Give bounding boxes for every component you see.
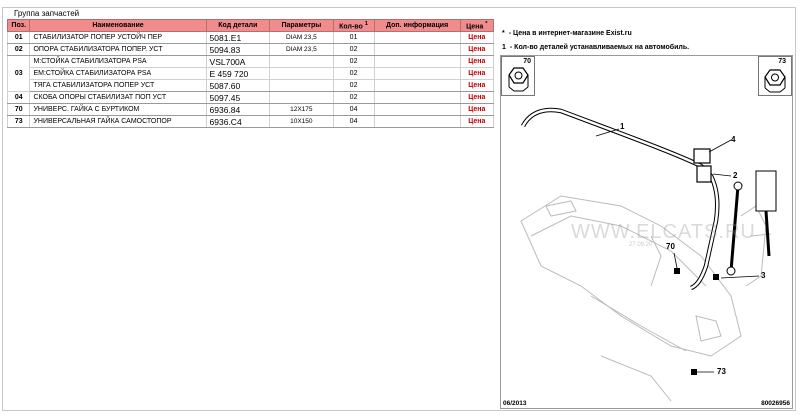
- cell-info: [374, 68, 460, 80]
- cell-params: 12X175: [270, 104, 333, 116]
- cell-info: [374, 104, 460, 116]
- price-link[interactable]: Цена: [468, 57, 486, 65]
- cell-params: 10X150: [270, 116, 333, 128]
- cell-name: СТАБИЛИЗАТОР ПОПЕР УСТОЙЧ ПЕР: [30, 32, 206, 44]
- price-link[interactable]: Цена: [468, 45, 486, 53]
- cell-price: [460, 68, 493, 80]
- cell-price: [460, 80, 493, 92]
- table-row: [8, 104, 494, 116]
- price-link[interactable]: Цена: [468, 81, 486, 89]
- cell-params: DIAM 23,5: [270, 44, 333, 56]
- cell-name: ТЯГА СТАБИЛИЗАТОРА ПОПЕР УСТ: [30, 80, 206, 92]
- cell-pos: 03: [8, 56, 30, 92]
- note-text: - Кол-во деталей устанавливаемых на автомобиль.: [509, 44, 690, 51]
- cell-pos: 01: [8, 32, 30, 44]
- price-link[interactable]: Цена: [468, 117, 486, 125]
- cell-info: [374, 44, 460, 56]
- table-row: [8, 80, 494, 92]
- header-info: Доп. информация: [374, 20, 460, 32]
- cell-qty: 04: [333, 104, 374, 116]
- cell-info: [374, 80, 460, 92]
- parts-diagram: [500, 55, 793, 409]
- header-pos: Поз.: [8, 20, 30, 32]
- note-price: [502, 27, 689, 41]
- table-row: [8, 116, 494, 128]
- cell-price: [460, 104, 493, 116]
- header-name: Наименование: [30, 20, 206, 32]
- cell-price: [460, 56, 493, 68]
- table-row: [8, 56, 494, 68]
- cell-code: 6936.84: [206, 104, 270, 116]
- cell-code: 5097.45: [206, 92, 270, 104]
- header-price-mark: *: [485, 21, 488, 27]
- cell-name: СКОБА ОПОРЫ СТАБИЛИЗАТ ПОП УСТ: [30, 92, 206, 104]
- cell-qty: 02: [333, 44, 374, 56]
- cell-code: 5081.E1: [206, 32, 270, 44]
- header-qty-label: Кол-во: [339, 23, 363, 31]
- cell-params: [270, 92, 333, 104]
- cell-price: [460, 116, 493, 128]
- cell-code: VSL700A: [206, 56, 270, 68]
- price-link[interactable]: Цена: [468, 69, 486, 77]
- diagram-ref: 80026956: [761, 400, 790, 407]
- price-link[interactable]: Цена: [468, 105, 486, 113]
- cell-pos: 02: [8, 44, 30, 56]
- cell-qty: 01: [333, 32, 374, 44]
- callout-3: 3: [761, 271, 766, 280]
- cell-qty: 02: [333, 80, 374, 92]
- cell-qty: 02: [333, 56, 374, 68]
- parts-table: [7, 19, 494, 128]
- note-mark: 1: [502, 44, 506, 51]
- inset-label: 70: [523, 58, 531, 65]
- cell-params: [270, 68, 333, 80]
- watermark: WWW.ELCATS.RU: [571, 221, 756, 243]
- header-params: Параметры: [270, 20, 333, 32]
- cell-code: 5087.60: [206, 80, 270, 92]
- header-qty-mark: 1: [364, 21, 368, 27]
- cell-code: 6936.C4: [206, 116, 270, 128]
- cell-qty: 02: [333, 68, 374, 80]
- cell-price: [460, 44, 493, 56]
- cell-price: [460, 32, 493, 44]
- legend-notes: [502, 27, 689, 55]
- note-text: - Цена в интернет-магазине Exist.ru: [508, 30, 632, 37]
- table-row: [8, 32, 494, 44]
- cell-pos: 73: [8, 116, 30, 128]
- table-row: [8, 44, 494, 56]
- cell-name: ОПОРА СТАБИЛИЗАТОРА ПОПЕР. УСТ: [30, 44, 206, 56]
- callout-73: 73: [717, 367, 726, 376]
- cell-info: [374, 32, 460, 44]
- table-header-row: [8, 20, 494, 32]
- cell-name: ЕМ:СТОЙКА СТАБИЛИЗАТОРА PSA: [30, 68, 206, 80]
- note-mark: *: [502, 30, 505, 37]
- callout-1: 1: [620, 122, 625, 131]
- cell-params: [270, 56, 333, 68]
- header-code: Код детали: [206, 20, 270, 32]
- cell-info: [374, 56, 460, 68]
- diagram-date: 06/2013: [503, 400, 527, 407]
- table-row: [8, 92, 494, 104]
- note-qty: [502, 41, 689, 55]
- cell-info: [374, 92, 460, 104]
- header-qty: [333, 20, 374, 32]
- cell-info: [374, 116, 460, 128]
- group-title: Группа запчастей: [11, 8, 82, 20]
- callout-2: 2: [733, 171, 738, 180]
- cell-params: DIAM 23,5: [270, 32, 333, 44]
- cell-code: E 459 720: [206, 68, 270, 80]
- callout-70: 70: [666, 242, 675, 251]
- cell-qty: 04: [333, 116, 374, 128]
- callout-4: 4: [731, 135, 736, 144]
- cell-qty: 02: [333, 92, 374, 104]
- cell-name: УНИВЕРСАЛЬНАЯ ГАЙКА САМОСТОПОР: [30, 116, 206, 128]
- cell-price: [460, 92, 493, 104]
- inset-label: 73: [778, 58, 786, 65]
- cell-pos: 70: [8, 104, 30, 116]
- cell-params: [270, 80, 333, 92]
- price-link[interactable]: Цена: [468, 93, 486, 101]
- price-link[interactable]: Цена: [468, 33, 486, 41]
- cell-name: УНИВЕРС. ГАЙКА С БУРТИКОМ: [30, 104, 206, 116]
- header-price: [460, 20, 493, 32]
- cell-code: 5094.83: [206, 44, 270, 56]
- table-row: [8, 68, 494, 80]
- cell-name: М:СТОЙКА СТАБИЛИЗАТОРА PSA: [30, 56, 206, 68]
- cell-pos: 04: [8, 92, 30, 104]
- watermark-date: 27.09.20: [629, 242, 653, 248]
- header-price-label: Цена: [466, 23, 484, 31]
